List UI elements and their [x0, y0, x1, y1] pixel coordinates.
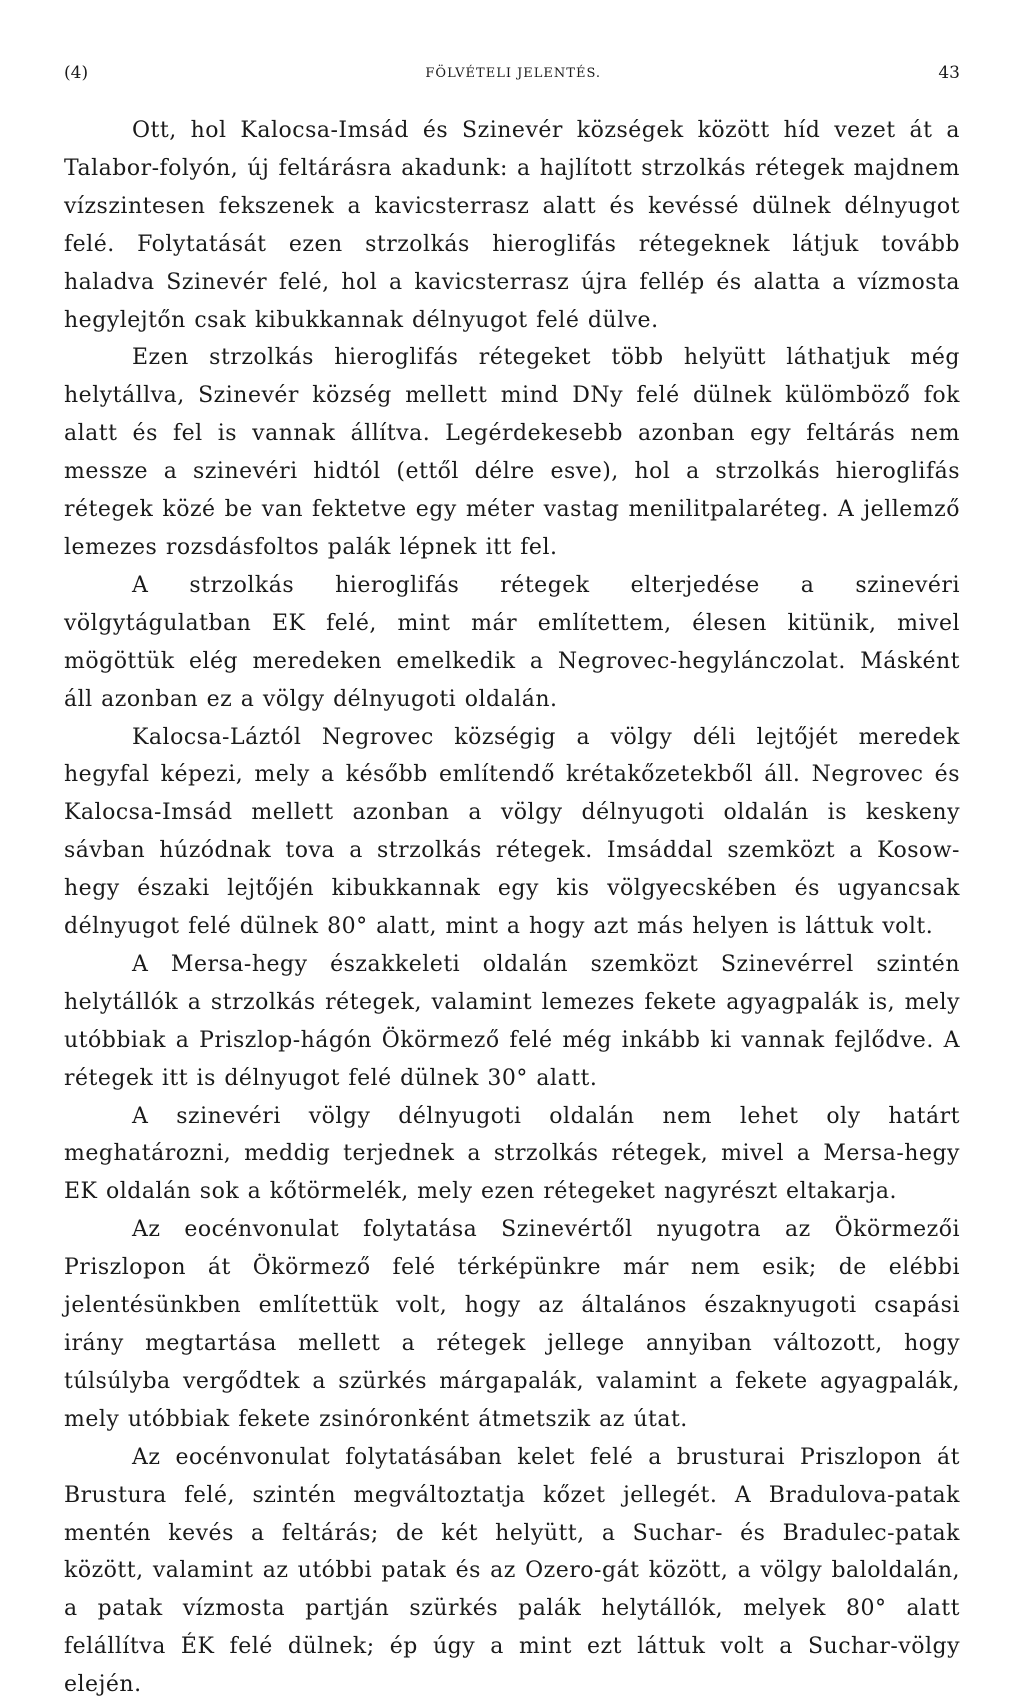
paragraph: Ezen strzolkás hieroglifás rétegeket több helyütt láthatjuk még helytállva, Szinevér község mellett mind DNy felé dülnek külömböző fok alatt és fel is vannak állítva. Legérdekesebb azonban egy feltárás nem messze a szinevéri hidtól (ettől délre esve), hol a strzolkás hieroglifás rétegek közé be van fektetve egy méter vastag menilitpalaréteg. A jellemző lemezes rozsdásfoltos palák lépnek itt fel.	[64, 345, 960, 560]
page-number: 43	[938, 63, 960, 83]
paragraph: A strzolkás hieroglifás rétegek elterjedése a szinevéri völgytágulatban EK felé, mint már említettem, élesen kitünik, mivel mögöttük elég meredeken emelkedik a Negrovec-hegylánczolat. Másként áll azonban ez a völgy délnyugoti oldalán.	[64, 572, 960, 712]
paragraph: Az eocénvonulat folytatásában kelet felé a brusturai Priszlopon át Brustura felé, szintén megváltoztatja kőzet jellegét. A Bradulova-patak mentén kevés a feltárás; de két helyütt, a Suchar- és Bradulec-patak között, valamint az utóbbi patak és az Ozero-gát között, a völgy baloldalán, a patak vízmosta partján szürkés palák helytállók, melyek 80° alatt felállítva ÉK felé dülnek; ép úgy a mint ezt láttuk volt a Suchar-völgy elején.	[64, 1444, 960, 1698]
paragraph: A szinevéri völgy délnyugoti oldalán nem lehet oly határt meghatározni, meddig terjednek a strzolkás rétegek, mivel a Mersa-hegy EK oldalán sok a kőtörmelék, mely ezen rétegeket nagyrészt eltakarja.	[64, 1103, 960, 1205]
page-header	[64, 60, 960, 86]
paragraph: A Mersa-hegy északkeleti oldalán szemközt Szinevérrel szintén helytállók a strzolkás rétegek, valamint lemezes fekete agyagpalák is, mely utóbbiak a Priszlop-hágón Ökörmező felé még inkább ki vannak fejlődve. A rétegek itt is délnyugot felé dülnek 30° alatt.	[64, 951, 960, 1091]
paragraph: Kalocsa-Láztól Negrovec községig a völgy déli lejtőjét meredek hegyfal képezi, mely a később említendő krétakőzetekből áll. Negrovec és Kalocsa-Imsád mellett azonban a völgy délnyugoti oldalán is keskeny sávban húzódnak tova a strzolkás rétegek. Imsáddal szemközt a Kosow-hegy északi lejtőjén kibukkannak egy kis völgyecskében és ugyancsak délnyugot felé dülnek 80° alatt, mint a hogy azt más helyen is láttuk volt.	[64, 724, 960, 940]
section-number: (4)	[64, 63, 89, 83]
paragraph: Az eocénvonulat folytatása Szinevértől nyugotra az Ökörmezői Priszlopon át Ökörmező felé térképünkre már nem esik; de elébbi jelentésünkben említettük volt, hogy az általános északnyugoti csapási irány megtartása mellett a rétegek jellege annyiban változott, hogy túlsúlyba vergődtek a szürkés márgapalák, valamint a fekete agyagpalák, mely utóbbiak fekete zsinóronként átmetszik az útat.	[64, 1217, 960, 1432]
paragraph: Ott, hol Kalocsa-Imsád és Szinevér községek között híd vezet át a Talabor-folyón, új feltárásra akadunk: a hajlított strzolkás rétegek majdnem vízszintesen fekszenek a kavicsterrasz alatt és kevéssé dülnek délnyugot felé. Folytatását ezen strzolkás hieroglifás rétegeknek látjuk tovább haladva Szinevér felé, hol a kavicsterrasz újra fellép és alatta a vízmosta hegylejtőn csak kibukkannak délnyugot felé dülve.	[64, 118, 960, 333]
running-title: FÖLVÉTELI JELENTÉS.	[425, 65, 602, 81]
page-body	[64, 112, 960, 1704]
